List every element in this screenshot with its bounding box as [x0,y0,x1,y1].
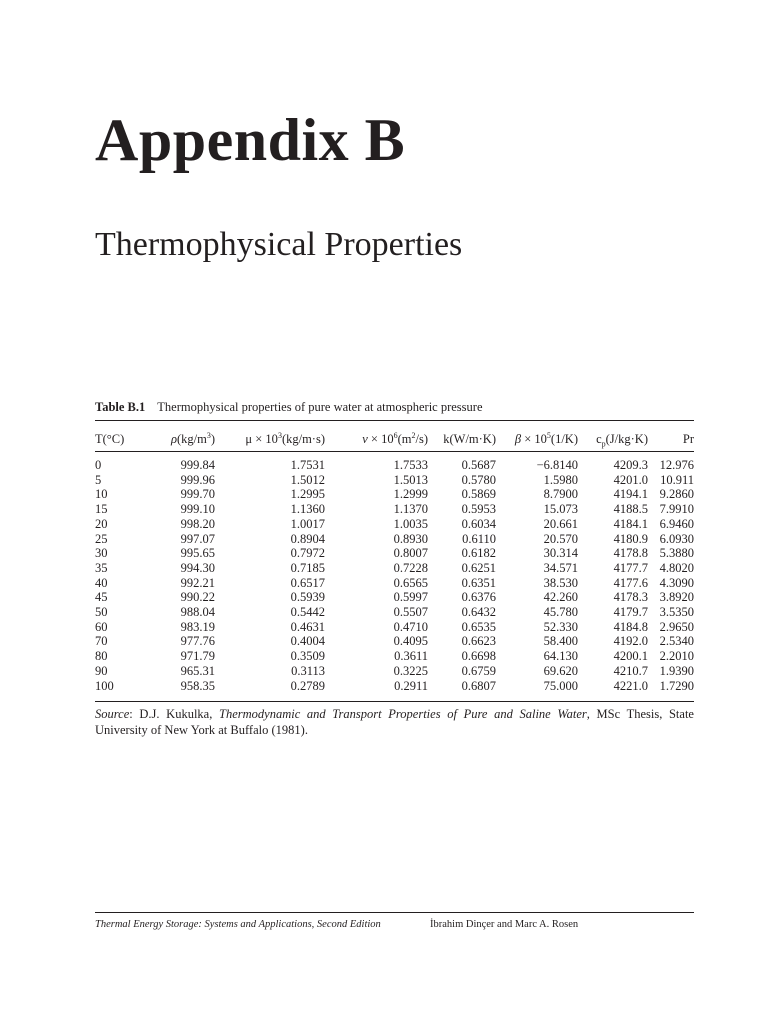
cell-kinematic-viscosity: 0.8930 [393,531,428,546]
cell-kinematic-viscosity: 0.5507 [393,605,428,620]
cell-temperature: 20 [95,516,108,531]
cell-prandtl: 2.9650 [659,619,694,634]
footer-rule [95,912,694,913]
table-row [95,679,694,694]
cell-prandtl: 1.9390 [659,663,694,678]
cell-prandtl: 4.3090 [659,575,694,590]
cell-prandtl: 12.976 [659,458,694,472]
cell-conductivity: 0.6351 [461,575,496,590]
cell-prandtl: 3.8920 [659,590,694,605]
cell-dynamic-viscosity: 0.7185 [290,560,325,575]
cell-density: 990.22 [180,590,215,605]
cell-expansion-coefficient: 52.330 [543,619,578,634]
cell-kinematic-viscosity: 1.7533 [393,458,428,472]
cell-dynamic-viscosity: 0.3113 [291,663,325,678]
cell-dynamic-viscosity: 0.7972 [290,546,325,561]
table-row [95,664,694,679]
cell-conductivity: 0.6759 [461,663,496,678]
table-row [95,458,694,473]
source-label: Source [95,707,130,721]
table-caption [95,400,483,415]
table-row [95,649,694,664]
cell-expansion-coefficient: 64.130 [543,649,578,664]
cell-conductivity: 0.5953 [461,502,496,517]
cell-kinematic-viscosity: 0.4710 [393,619,428,634]
cell-kinematic-viscosity: 0.3611 [394,649,428,664]
table-source-note: Source: D.J. Kukulka, Thermodynamic and Transport Properties of Pure and Saline Water, MSc Thesis, State University of New York at Buffalo (1981). [95,707,694,737]
cell-density: 992.21 [180,575,215,590]
cell-density: 999.10 [180,502,215,517]
table-row [95,487,694,502]
cell-dynamic-viscosity: 1.7531 [290,458,325,472]
cell-density: 958.35 [180,678,215,693]
chapter-title: Appendix B [95,107,406,173]
cell-dynamic-viscosity: 0.4631 [290,619,325,634]
table-body [95,450,694,693]
table-row [95,590,694,605]
cell-prandtl: 4.8020 [659,560,694,575]
table-header-row [95,428,694,450]
cell-specific-heat: 4178.3 [613,590,648,605]
cell-prandtl: 7.9910 [659,502,694,517]
cell-density: 994.30 [180,560,215,575]
cell-conductivity: 0.6034 [461,516,496,531]
cell-expansion-coefficient: 75.000 [543,678,578,693]
cell-kinematic-viscosity: 1.1370 [393,502,428,517]
cell-kinematic-viscosity: 0.6565 [393,575,428,590]
col-header-specific-heat: $c_p(J/kg\cdot K)$ [596,431,648,448]
table-row [95,576,694,591]
cell-specific-heat: 4194.1 [613,487,648,502]
cell-density: 995.65 [180,546,215,561]
cell-expansion-coefficient: 15.073 [543,502,578,517]
table-row [95,561,694,576]
table-row [95,502,694,517]
cell-density: 983.19 [180,619,215,634]
cell-expansion-coefficient: 1.5980 [543,472,578,487]
table-top-rule [95,420,694,421]
cell-specific-heat: 4180.9 [613,531,648,546]
cell-expansion-coefficient: 20.661 [543,516,578,531]
table-row [95,532,694,547]
table-number: Table B.1 [95,400,146,414]
cell-dynamic-viscosity: 0.2789 [290,678,325,693]
col-header-prandtl: Pr [682,431,694,446]
cell-temperature: 5 [95,472,102,487]
cell-kinematic-viscosity: 1.0035 [393,516,428,531]
table-row [95,605,694,620]
cell-expansion-coefficient: 58.400 [543,634,578,649]
cell-specific-heat: 4179.7 [613,605,648,620]
footer-book-title: Thermal Energy Storage: Systems and Applications, Second Edition [95,919,381,930]
cell-prandtl: 2.2010 [659,649,694,664]
cell-prandtl: 6.0930 [659,531,694,546]
cell-dynamic-viscosity: 1.5012 [290,472,325,487]
cell-specific-heat: 4201.0 [613,472,648,487]
cell-conductivity: 0.6698 [461,649,496,664]
cell-conductivity: 0.6376 [461,590,496,605]
cell-specific-heat: 4209.3 [613,458,648,472]
col-header-conductivity: k(W/m·K) [443,431,496,446]
cell-specific-heat: 4192.0 [613,634,648,649]
cell-temperature: 15 [95,502,108,517]
cell-specific-heat: 4188.5 [613,502,648,517]
footer-authors: İbrahim Dinçer and Marc A. Rosen [430,919,579,930]
cell-temperature: 35 [95,560,108,575]
cell-specific-heat: 4200.1 [613,649,648,664]
cell-conductivity: 0.6535 [461,619,496,634]
cell-conductivity: 0.5780 [461,472,496,487]
cell-density: 965.31 [180,663,215,678]
cell-temperature: 25 [95,531,108,546]
source-details: , MSc Thesis, State University of New York at Buffalo (1981). [95,707,694,737]
cell-expansion-coefficient: 38.530 [543,575,578,590]
cell-temperature: 50 [95,605,108,620]
cell-density: 999.84 [180,458,215,472]
cell-density: 971.79 [180,649,215,664]
cell-specific-heat: 4177.7 [613,560,648,575]
cell-kinematic-viscosity: 0.2911 [394,678,428,693]
cell-density: 999.96 [180,472,215,487]
cell-expansion-coefficient: 8.7900 [543,487,578,502]
cell-expansion-coefficient: −6.8140 [536,458,578,472]
cell-expansion-coefficient: 69.620 [543,663,578,678]
cell-density: 977.76 [180,634,215,649]
cell-specific-heat: 4221.0 [613,678,648,693]
cell-dynamic-viscosity: 0.3509 [290,649,325,664]
source-author: D.J. Kukulka, [139,707,219,721]
cell-kinematic-viscosity: 0.7228 [393,560,428,575]
cell-conductivity: 0.6623 [461,634,496,649]
cell-dynamic-viscosity: 1.2995 [290,487,325,502]
table-bottom-rule [95,701,694,702]
col-header-dynamic-viscosity: $\mu \times 10^3(kg/m\cdot s)$ [245,430,325,446]
table-row [95,634,694,649]
cell-temperature: 60 [95,619,108,634]
cell-dynamic-viscosity: 0.5442 [290,605,325,620]
cell-temperature: 0 [95,458,102,472]
cell-expansion-coefficient: 42.260 [543,590,578,605]
cell-conductivity: 0.6251 [461,560,496,575]
cell-expansion-coefficient: 20.570 [543,531,578,546]
cell-kinematic-viscosity: 0.4095 [393,634,428,649]
cell-temperature: 10 [95,487,108,502]
cell-kinematic-viscosity: 1.5013 [393,472,428,487]
cell-dynamic-viscosity: 0.6517 [290,575,325,590]
col-header-kinematic-viscosity: $\nu \times 10^6(m^2/s)$ [362,430,428,446]
cell-prandtl: 1.7290 [659,678,694,693]
source-work-title: Thermodynamic and Transport Properties of Pure and Saline Water [219,707,587,721]
cell-prandtl: 9.2860 [659,487,694,502]
table-row [95,517,694,532]
cell-specific-heat: 4184.8 [613,619,648,634]
cell-expansion-coefficient: 34.571 [543,560,578,575]
cell-prandtl: 3.5350 [659,605,694,620]
cell-dynamic-viscosity: 0.5939 [290,590,325,605]
cell-conductivity: 0.6182 [461,546,496,561]
cell-temperature: 70 [95,634,108,649]
cell-density: 999.70 [180,487,215,502]
col-header-temperature: T(°C) [95,431,125,446]
cell-kinematic-viscosity: 1.2999 [393,487,428,502]
cell-temperature: 90 [95,663,108,678]
cell-conductivity: 0.5869 [461,487,496,502]
table-caption-text: Thermophysical properties of pure water at atmospheric pressure [157,400,483,414]
cell-dynamic-viscosity: 1.1360 [290,502,325,517]
cell-temperature: 40 [95,575,108,590]
cell-temperature: 45 [95,590,108,605]
cell-specific-heat: 4178.8 [613,546,648,561]
cell-specific-heat: 4177.6 [613,575,648,590]
cell-prandtl: 5.3880 [659,546,694,561]
cell-kinematic-viscosity: 0.8007 [393,546,428,561]
cell-prandtl: 6.9460 [659,516,694,531]
cell-temperature: 30 [95,546,108,561]
table-row [95,620,694,635]
chapter-subtitle: Thermophysical Properties [95,226,463,263]
cell-dynamic-viscosity: 0.4004 [290,634,325,649]
cell-expansion-coefficient: 30.314 [543,546,578,561]
cell-kinematic-viscosity: 0.5997 [393,590,428,605]
cell-density: 988.04 [180,605,215,620]
water-properties-table [95,428,694,693]
cell-kinematic-viscosity: 0.3225 [393,663,428,678]
cell-specific-heat: 4184.1 [613,516,648,531]
cell-prandtl: 10.911 [660,472,694,487]
col-header-expansion-coefficient: $\beta \times 10^5(1/K)$ [514,430,578,446]
cell-prandtl: 2.5340 [659,634,694,649]
cell-density: 998.20 [180,516,215,531]
cell-conductivity: 0.5687 [461,458,496,472]
cell-specific-heat: 4210.7 [613,663,648,678]
cell-conductivity: 0.6110 [462,531,496,546]
cell-temperature: 100 [95,678,114,693]
cell-conductivity: 0.6432 [461,605,496,620]
cell-dynamic-viscosity: 0.8904 [290,531,325,546]
col-header-density: $\rho(kg/m^3)$ [170,430,215,446]
cell-density: 997.07 [180,531,215,546]
cell-temperature: 80 [95,649,108,664]
cell-dynamic-viscosity: 1.0017 [290,516,325,531]
cell-conductivity: 0.6807 [461,678,496,693]
table-row [95,473,694,488]
table-row [95,546,694,561]
cell-expansion-coefficient: 45.780 [543,605,578,620]
